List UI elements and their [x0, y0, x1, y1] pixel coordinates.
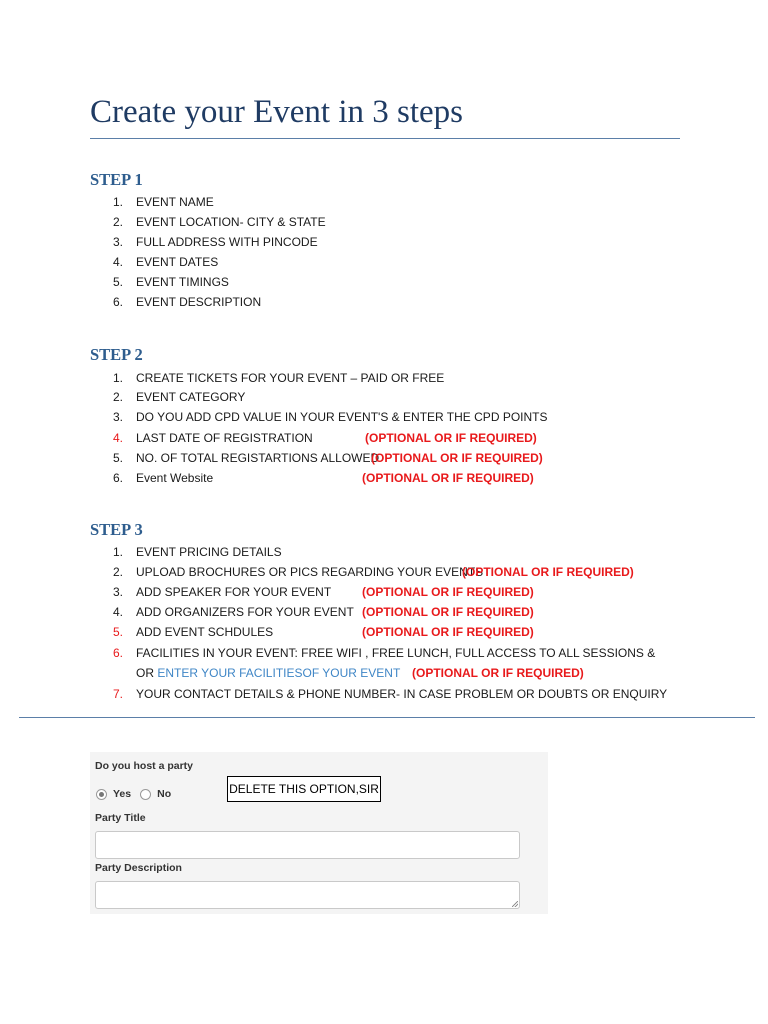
list-item: [0, 471, 768, 491]
title-divider: [90, 138, 680, 139]
optional-note: (OPTIONAL OR IF REQUIRED): [362, 471, 534, 485]
item-number: 1.: [112, 371, 123, 385]
list-item-continuation: [0, 666, 768, 686]
item-number: 6.: [112, 646, 123, 660]
list-item: [0, 215, 768, 235]
list-item: [0, 295, 768, 315]
item-text: EVENT NAME: [136, 195, 214, 209]
item-text: EVENT DESCRIPTION: [136, 295, 262, 309]
list-item: [0, 371, 768, 391]
list-item: [0, 235, 768, 255]
list-item: [0, 605, 768, 625]
step-3-heading: STEP 3: [90, 520, 143, 539]
item-number: 5.: [112, 625, 123, 639]
list-item: [0, 451, 768, 471]
list-item: [0, 646, 768, 666]
resize-handle-icon[interactable]: [512, 901, 518, 907]
section-divider: [19, 717, 755, 718]
item-number: 2.: [112, 565, 123, 579]
optional-note: (OPTIONAL OR IF REQUIRED): [371, 451, 543, 465]
item-text: EVENT TIMINGS: [136, 275, 229, 289]
list-item: [0, 687, 768, 707]
radio-yes[interactable]: [96, 789, 107, 800]
item-text: CREATE TICKETS FOR YOUR EVENT – PAID OR FREE: [136, 371, 445, 385]
list-item: [0, 195, 768, 215]
item-text: EVENT LOCATION- CITY & STATE: [136, 215, 326, 229]
radio-no-label[interactable]: No: [157, 788, 172, 800]
item-text: ADD EVENT SCHDULES: [136, 625, 274, 639]
item-number: 6.: [112, 295, 123, 309]
list-item: [0, 390, 768, 410]
optional-note: (OPTIONAL OR IF REQUIRED): [365, 431, 537, 445]
item-number: 4.: [112, 255, 123, 269]
host-party-label: Do you host a party: [95, 760, 194, 772]
step-1-heading: STEP 1: [90, 170, 143, 189]
item-number: 5.: [112, 451, 123, 465]
step-2-heading: STEP 2: [90, 345, 143, 364]
item-text: EVENT PRICING DETAILS: [136, 545, 282, 559]
page-title: Create your Event in 3 steps: [90, 94, 463, 130]
or-prefix: OR: [136, 666, 154, 680]
facilities-link-text: ENTER YOUR FACILITIESOF YOUR EVENT: [157, 666, 401, 680]
item-number: 3.: [112, 410, 123, 424]
item-number: 4.: [112, 605, 123, 619]
list-item: [0, 585, 768, 605]
item-text: DO YOU ADD CPD VALUE IN YOUR EVENT'S & ENTER THE CPD POINTS: [136, 410, 548, 424]
party-description-label: Party Description: [95, 862, 182, 874]
item-text: ADD SPEAKER FOR YOUR EVENT: [136, 585, 332, 599]
item-number: 6.: [112, 471, 123, 485]
optional-note: (OPTIONAL OR IF REQUIRED): [362, 605, 534, 619]
delete-option-note: DELETE THIS OPTION,SIR: [227, 776, 381, 802]
item-text: Event Website: [136, 471, 214, 485]
list-item: [0, 565, 768, 585]
optional-note: (OPTIONAL OR IF REQUIRED): [362, 585, 534, 599]
list-item: [0, 410, 768, 430]
party-description-textarea[interactable]: [95, 881, 520, 909]
optional-note: (OPTIONAL OR IF REQUIRED): [412, 666, 584, 680]
item-text: FACILITIES IN YOUR EVENT: FREE WIFI , FREE LUNCH, FULL ACCESS TO ALL SESSIONS &: [136, 646, 656, 660]
item-number: 4.: [112, 431, 123, 445]
list-item: [0, 431, 768, 451]
item-text: EVENT CATEGORY: [136, 390, 246, 404]
item-number: 3.: [112, 585, 123, 599]
item-number: 2.: [112, 215, 123, 229]
optional-note: (OPTIONAL OR IF REQUIRED): [462, 565, 634, 579]
item-text: UPLOAD BROCHURES OR PICS REGARDING YOUR EVENTS: [136, 565, 484, 579]
item-text: LAST DATE OF REGISTRATION: [136, 431, 313, 445]
item-text: YOUR CONTACT DETAILS & PHONE NUMBER- IN CASE PROBLEM OR DOUBTS OR ENQUIRY: [136, 687, 668, 701]
list-item: [0, 255, 768, 275]
optional-note: (OPTIONAL OR IF REQUIRED): [362, 625, 534, 639]
item-text: ADD ORGANIZERS FOR YOUR EVENT: [136, 605, 354, 619]
item-number: 2.: [112, 390, 123, 404]
host-party-radio-group: [96, 788, 180, 800]
radio-yes-label[interactable]: Yes: [113, 788, 132, 800]
list-item: [0, 275, 768, 295]
list-item: [0, 545, 768, 565]
party-title-input[interactable]: [95, 831, 520, 859]
item-number: 7.: [112, 687, 123, 701]
item-number: 1.: [112, 545, 123, 559]
radio-no[interactable]: [140, 789, 151, 800]
item-continuation-text: [136, 666, 400, 680]
item-text: FULL ADDRESS WITH PINCODE: [136, 235, 318, 249]
item-number: 3.: [112, 235, 123, 249]
item-number: 1.: [112, 195, 123, 209]
item-number: 5.: [112, 275, 123, 289]
item-text: EVENT DATES: [136, 255, 219, 269]
list-item: [0, 625, 768, 645]
item-text: NO. OF TOTAL REGISTARTIONS ALLOWED: [136, 451, 380, 465]
party-title-label: Party Title: [95, 812, 146, 824]
